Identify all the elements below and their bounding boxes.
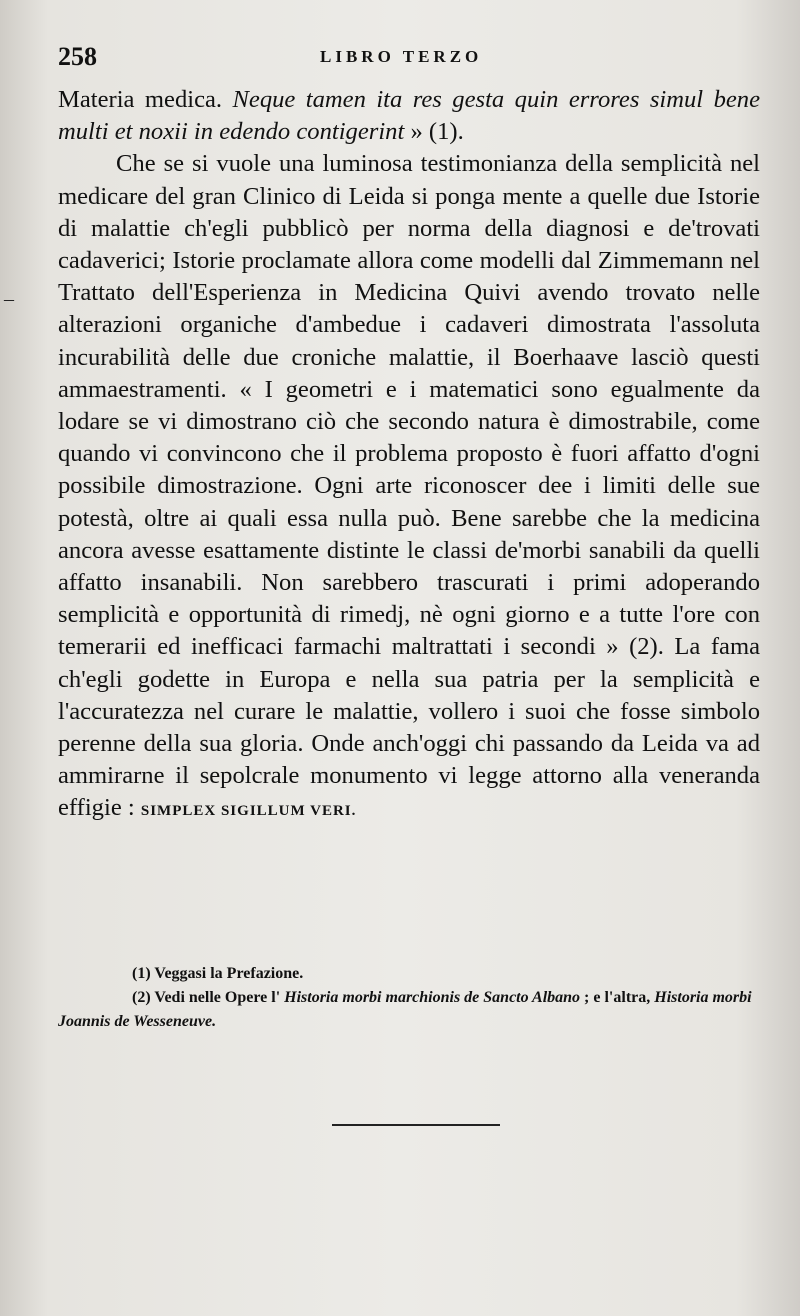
page-number: 258 [58, 42, 97, 71]
footnote-2-start: (2) Vedi nelle Opere l' [132, 989, 285, 1006]
latin-quote: Neque tamen ita res gesta quin errores simul bene multi et noxii in edendo contigerint [58, 86, 760, 146]
bleed-rule [332, 1124, 500, 1126]
footnote-2-mid: ; e l'altra, [580, 989, 655, 1006]
margin-dash: – [4, 288, 14, 310]
footnote-1: (1) Veggasi la Prefazione. [132, 965, 304, 982]
main-text [58, 84, 760, 828]
footnotes [58, 962, 768, 1034]
paragraph-1-start: Materia medica. [58, 86, 233, 113]
paragraph-2 [58, 148, 760, 827]
footnote-2 [58, 986, 768, 1034]
footnote-2-title-2: Historia morbi Joannis de Wesseneuve. [58, 989, 752, 1030]
page-header [58, 42, 758, 82]
paragraph-1-end: » (1). [404, 118, 464, 146]
running-title: LIBRO TERZO [320, 47, 483, 66]
paragraph-2-text: Che se si vuole una luminosa testimonianza della semplicità nel medicare del gran Clinico di Leida si ponga mente a quelle due Istorie di malattie ch'egli pubblicò per norma della diagnosi e de'trovati cadaverici; Istorie proclamate allora come modelli dal Zimmemann nel Trattato dell'Esperienza in Medicina Quivi avendo trovato nelle alterazioni organiche d'ambedue i cadaveri dimostrata l'assoluta incurabilità delle due croniche malattie, il Boerhaave lasciò questi ammaestramenti. « I geometri e i matematici sono egualmente da lodare se vi dimostrano ciò che secondo natura è dimostrabile, come quando vi convincono che il problema proposto è fuori affatto d'ogni possibile dimostrazione. Ogni arte riconoscer dee i limiti delle sue potestà, oltre ai quali essa nulla può. Bene sarebbe che la medicina ancora avesse esattamente distinte le classi de'morbi sanabili da quelli affatto insanabili. Non sarebbero trascurati i primi adoperando semplicità e opportunità di rimedj, nè ogni giorno e a tutte l'ore con temerarii ed inefficaci farmachi maltrattati i secondi » (2). La fama ch'egli godette in Europa e nella sua patria per la semplicità e l'accuratezza nel curare le malattie, vollero i suoi che fosse simbolo perenne della sua gloria. Onde anch'oggi chi passando da Leida va ad ammirarne il sepolcrale monumento vi legge attorno alla veneranda effigie : [58, 150, 760, 822]
paragraph-1 [58, 84, 760, 148]
motto-small-caps: SIMPLEX SIGILLUM VERI. [140, 803, 357, 820]
footnote-2-title-1: Historia morbi marchionis de Sancto Albano [284, 989, 581, 1006]
